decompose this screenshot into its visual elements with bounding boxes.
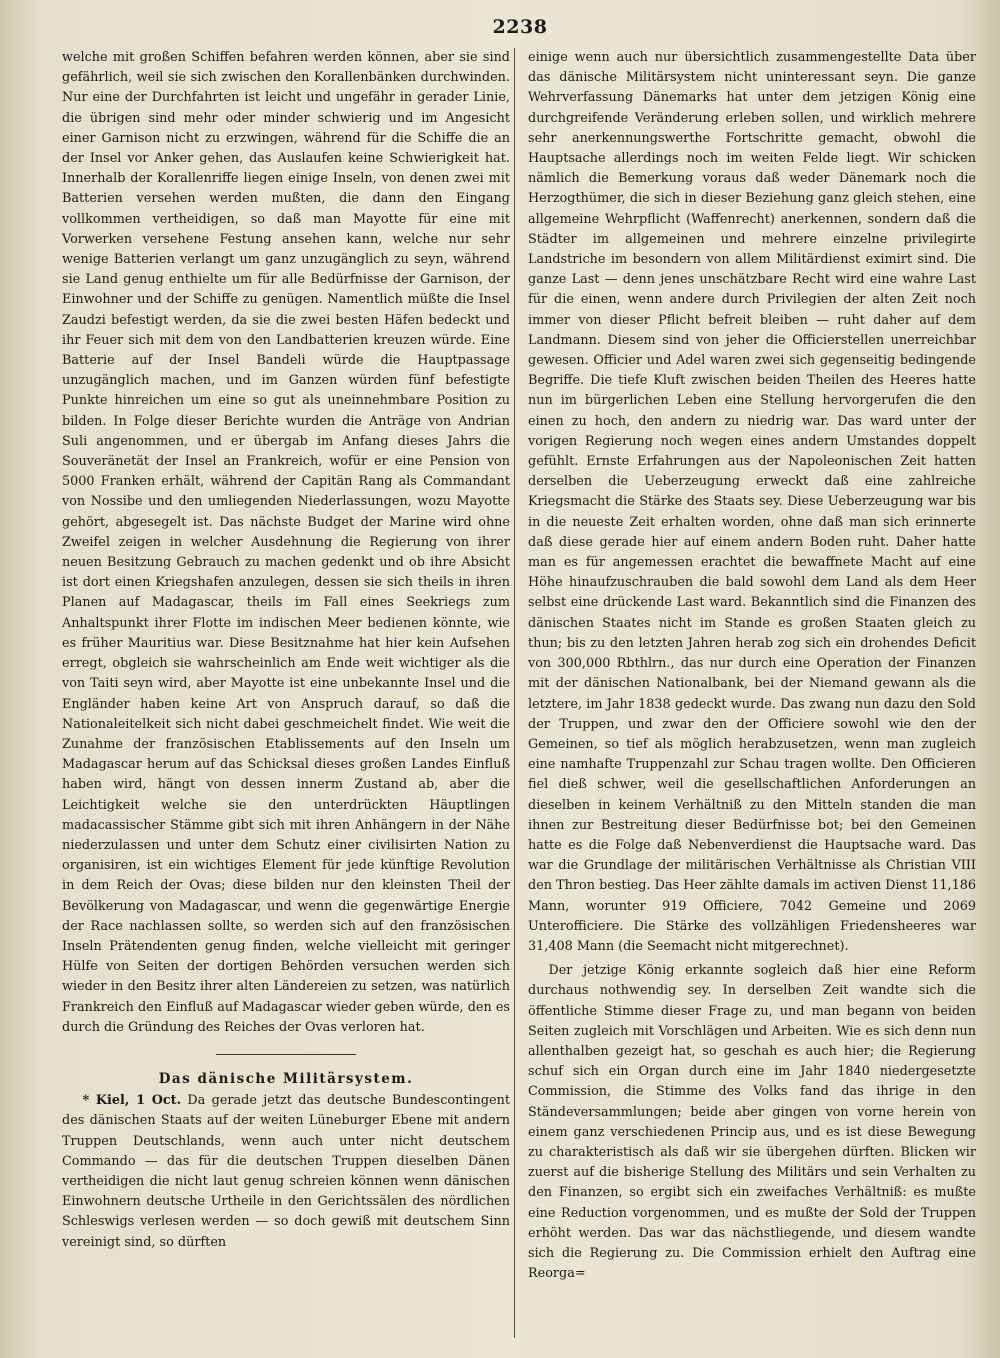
article-paragraph: einige wenn auch nur übersichtlich zusammengestellte Data über das dänische Militärsystem nicht uninteressant seyn. Die ganze Wehrverfassung Dänemarks hat unter dem jetzigen König eine durchgreifende Veränderung erleben sollen, und wirklich mehrere sehr anerkennungswerthe Fortschritte gemacht, obwohl die Hauptsache allerdings noch im weiten Felde liegt. Wir schicken nämlich die Bemerkung voraus daß weder Dänemark noch die Herzogthümer, die sich in dieser Beziehung ganz gleich stehen, eine allgemeine Wehrpflicht (Waffenrecht) anerkennen, sondern daß die Städter im allgemeinen und mehrere einzelne privilegirte Landstriche im besondern von allem Militärdienst eximirt sind. Die ganze Last — denn jenes unschätzbare Recht wird eine wahre Last für die einen, wenn andere durch Privilegien der alten Zeit noch immer von dieser Pflicht befreit bleiben — ruht daher auf dem Landmann. Diesem sind von jeher die Officierstellen unerreichbar gewesen. Officier und Adel waren zwei sich gegenseitig bedingende Begriffe. Die tiefe Kluft zwischen beiden Theilen des Heeres hatte nun im bürgerlichen Leben eine Stellung hervorgerufen die den einen zu hoch, den andern zu niedrig war. Das ward unter der vorigen Regierung noch wegen eines andern Umstandes doppelt gefühlt. Ernste Erfahrungen aus der Napoleonischen Zeit hatten derselben die Ueberzeugung erweckt daß eine zahlreiche Kriegsmacht die Stärke des Staats sey. Diese Ueberzeugung war bis in die neueste Zeit erhalten worden, ohne daß man sich erinnerte daß diese gerade hier auf einem andern Boden ruht. Daher hatte man es für angemessen erachtet die bewaffnete Macht auf eine Höhe hinaufzuschrauben die bald sowohl dem Land als dem Heer selbst eine drückende Last ward. Bekanntlich sind die Finanzen des dänischen Staates nicht im Stande es großen Staaten gleich zu thun; bis zu den letzten Jahren herab zog sich ein drohendes Deficit von 300,000 Rbthlrn., das nur durch eine Operation der Finanzen mit der dänischen Nationalbank, bei der Niemand gewann als die letztere, im Jahr 1838 gedeckt wurde. Das zwang nun dazu den Sold der Truppen, und zwar den der Officiere sowohl wie den der Gemeinen, so tief als möglich herabzusetzen, wenn man zugleich eine namhafte Truppenzahl zur Schau tragen wollte. Den Officieren fiel dieß schwer, weil die gesellschaftlichen Anforderungen an dieselben in keinem Verhältniß zu den Mitteln standen die man ihnen zur Bestreitung dieser Bedürfnisse bot; bei den Gemeinen hatte es die Folge daß Nebenverdienst die Hauptsache ward. Das war die Grundlage der militärischen Verhältnisse als Christian VIII den Thron bestieg. Das Heer zählte damals im activen Dienst 11,186 Mann, worunter 919 Officiere, 7042 Gemeine und 2069 Unterofficiere. Die Stärke des vollzähligen Friedensheeres war 31,408 Mann (die Seemacht nicht mitgerechnet).	[528, 50, 976, 954]
section-heading: Das dänische Militärsystem.	[158, 1070, 414, 1087]
article-paragraph: Der jetzige König erkannte sogleich daß hier eine Reform durchaus nothwendig sey. In derselben Zeit wandte sich die öffentliche Stimme dieser Frage zu, und man begann von beiden Seiten zugleich mit Vorschlägen und Arbeiten. Wie es sich denn nun allenthalben gezeigt hat, so geschah es auch hier; die Regierung schuf sich ein Organ durch eine im Jahr 1840 niedergesetzte Commission, die Stimme des Volks fand das ihrige in den Ständeversammlungen; beide aber gingen von vorne herein von einem ganz verschiedenen Princip aus, und es ist diese Bewegung zu charakteristisch als daß wir sie übergehen dürften. Blicken wir zuerst auf die bisherige Stellung des Militärs und sein Verhalten zu den Finanzen, so ergibt sich ein zweifaches Verhältniß: es mußte eine Reduction vorgenommen, und es mußte der Sold der Truppen erhöht werden. Das war das nächstliegende, und diesem wandte sich die Regierung zu. Die Commission erhielt den Auftrag eine Reorga=	[528, 963, 976, 1282]
right-column	[528, 48, 976, 1284]
left-column	[62, 48, 510, 1253]
column-rule	[514, 48, 515, 1338]
page-number: 2238	[492, 16, 548, 38]
section-divider	[216, 1054, 356, 1055]
dateline: * Kiel, 1 Oct.	[82, 1093, 182, 1109]
article-paragraph: welche mit großen Schiffen befahren werden können, aber sie sind gefährlich, weil sie sich zwischen den Korallenbänken durchwinden. Nur eine der Durchfahrten ist leicht und ungefähr in gerader Linie, die übrigen sind mehr oder minder schwierig und im Angesicht einer Garnison nicht zu erzwingen, während für die Schiffe die an der Insel vor Anker gehen, das Auslaufen keine Schwierigkeit hat. Innerhalb der Korallenriffe liegen einige Inseln, von denen zwei mit Batterien versehen werden mußten, die dann den Eingang vollkommen vertheidigen, so daß man Mayotte für eine mit Vorwerken versehene Festung ansehen kann, welche nur sehr wenige Batterien verlangt um ganz unzugänglich zu seyn, während sie Land genug enthielte um für alle Bedürfnisse der Garnison, der Einwohner und der Schiffe zu genügen. Namentlich müßte die Insel Zaudzi befestigt werden, da sie die zwei besten Häfen bedeckt und ihr Feuer sich mit dem von den Landbatterien kreuzen würde. Eine Batterie auf der Insel Bandeli würde die Hauptpassage unzugänglich machen, und im Ganzen würden fünf befestigte Punkte hinreichen um eine so gut als uneinnehmbare Position zu bilden. In Folge dieser Berichte wurden die Anträge von Andrian Suli angenommen, und er übergab im Anfang dieses Jahrs die Souveränetät der Insel an Frankreich, wofür er eine Pension von 5000 Franken erhält, während der Capitän Rang als Commandant von Nossibe und den umliegenden Niederlassungen, wozu Mayotte gehört, abgesegelt ist. Das nächste Budget der Marine wird ohne Zweifel zeigen in welcher Ausdehnung die Regierung von ihrer neuen Besitzung Gebrauch zu machen gedenkt und ob ihre Absicht ist dort einen Kriegshafen anzulegen, dessen sie sich theils in ihren Planen auf Madagascar, theils im Fall eines Seekriegs zum Anhaltspunkt ihrer Flotte im indischen Meer bedienen könnte, wie es früher Mauritius war. Diese Besitznahme hat hier kein Aufsehen erregt, obgleich sie wahrscheinlich am Ende weit wichtiger als die von Taiti seyn wird, aber Mayotte ist eine unbekannte Insel und die Engländer haben keine Art von Anspruch darauf, so daß die Nationaleitelkeit sich nicht dabei geschmeichelt findet. Wie weit die Zunahme der französischen Etablissements auf den Inseln um Madagascar herum auf das Schicksal dieses großen Landes Einfluß haben wird, hängt von dessen innerm Zustand ab, aber die Leichtigkeit welche sie den unterdrückten Häuptlingen madacassischer Stämme gibt sich mit ihren Anhängern in der Nähe niederzulassen und unter dem Schutz einer civilisirten Nation zu organisiren, ist ein wichtiges Element für jede künftige Revolution in dem Reich der Ovas; diese bilden nur den kleinsten Theil der Bevölkerung von Madagascar, und wenn die gegenwärtige Energie der Race nachlassen sollte, so werden sich auf den französischen Inseln Prätendenten genug finden, welche vielleicht mit geringer Hülfe von Seiten der dortigen Behörden versuchen werden sich wieder in den Besitz ihrer alten Ländereien zu setzen, was natürlich Frankreich den Einfluß auf Madagascar wieder geben würde, den es durch die Gründung des Reiches der Ovas verloren hat.	[62, 50, 510, 1035]
article-text: Da gerade jetzt das deutsche Bundescontingent des dänischen Staats auf der weiten Lüneburger Ebene mit andern Truppen Deutschlands, wenn auch unter nicht deutschem Commando — das für die deutschen Truppen dieselben Dänen vertheidigen die nicht laut genug schreien können wenn dänischen Einwohnern deutsche Urtheile in den Gerichtssälen des nördlichen Schleswigs verlesen werden — so doch gewiß mit deutschem Sinn vereinigt sind, so dürften	[62, 1093, 510, 1250]
article-paragraph	[62, 1091, 510, 1253]
